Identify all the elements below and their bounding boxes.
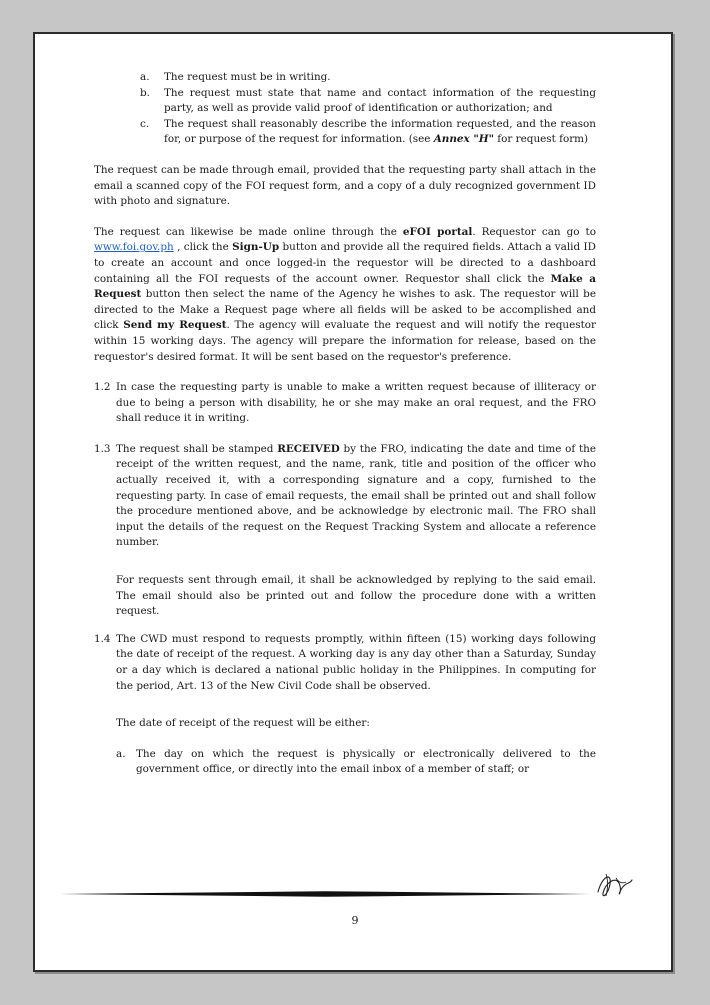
section-1-4 (94, 632, 596, 694)
section-text: The request shall be stamped RECEIVED by the FRO, indicating the date and time of the receipt of the written request, and the name, rank, title and position of the officer who actually received it, with a corresponding signature and a copy, furnished to the requesting party. In case of email requests, the email shall be printed out and shall follow the procedure mentioned above, and be acknowledge by electronic mail. The FRO shall input the details of the request on the Request Tracking System and allocate a reference number. (116, 442, 596, 549)
section-1-3 (94, 442, 596, 551)
paragraph-online-request: The request can likewise be made online through the eFOI portal. Requestor can go to www.foi.gov.ph , click the Sign-Up button and provide all the required fields. Attach a valid ID to create an account and once logged-in the requestor will be directed to a dashboard containing all the FOI requests of the account owner. Requestor shall click the Make a Request button then select the name of the Agency he wishes to ask. The requestor will be directed to the Make a Request page where all fields will be asked to be accomplished and click Send my Request. The agency will evaluate the request and will notify the requestor within 15 working days. The agency will prepare the information for release, based on the requestor's desired format. It will be sent based on the requestor's preference. (94, 225, 597, 363)
send-my-request-label: Send my Request (123, 319, 227, 332)
list-item (94, 70, 596, 86)
list-item-text: The request must be in writing. (164, 71, 331, 83)
list-marker: a. (116, 747, 126, 760)
initials-signature (592, 866, 636, 904)
section-number: 1.4 (94, 632, 111, 645)
section-1-2 (94, 380, 596, 427)
efoi-portal-label: eFOI portal (402, 225, 473, 238)
list-marker: a. (140, 71, 150, 83)
paragraph-date-of-receipt: The date of receipt of the request will be either: (116, 717, 370, 730)
section-text: The CWD must respond to requests promptly, within fifteen (15) working days following the date of receipt of the request. A working day is any day other than a Saturday, Sunday or a day which is declared a national public holiday in the Philippines. In computing for the period, Art. 13 of the New Civil Code shall be observed. (116, 632, 596, 692)
section-number: 1.2 (94, 381, 111, 394)
footer-rule (60, 890, 590, 898)
section-number: 1.3 (94, 442, 111, 455)
received-label: RECEIVED (277, 442, 340, 455)
page-content (94, 70, 596, 778)
foi-website-link[interactable]: www.foi.gov.ph (94, 241, 174, 254)
list-item-text: The request shall reasonably describe the information requested, and the reason for, or purpose of the request for information. (see Annex "H" for request form) (164, 117, 596, 146)
paragraph-email-request: The request can be made through email, provided that the requesting party shall attach in the email a scanned copy of the FOI request form, and a copy of a duly recognized government ID with photo and signature. (94, 163, 596, 208)
list-marker: b. (140, 86, 150, 99)
sign-up-label: Sign-Up (232, 241, 280, 254)
page-number: 9 (351, 914, 359, 927)
annex-reference: Annex "H" (433, 133, 494, 146)
list-item (94, 86, 596, 117)
list-item (94, 117, 596, 148)
list-item-text: The day on which the request is physically or electronically delivered to the government office, or directly into the email inbox of a member of staff; or (136, 747, 596, 776)
list-item (94, 747, 596, 778)
list-item-text: The request must state that name and contact information of the requesting party, as well as provide valid proof of identification or authorization; and (164, 86, 596, 115)
paragraph-email-acknowledgement: For requests sent through email, it shall be acknowledged by replying to the said email. The email should also be printed out and follow the procedure done with a written request. (116, 574, 596, 618)
list-marker: c. (140, 117, 150, 130)
make-a-request-label: Make a Request (94, 272, 596, 301)
section-text: In case the requesting party is unable to make a written request because of illiteracy or due to being a person with disability, he or she may make an oral request, and the FRO shall reduce it in writing. (116, 381, 596, 425)
